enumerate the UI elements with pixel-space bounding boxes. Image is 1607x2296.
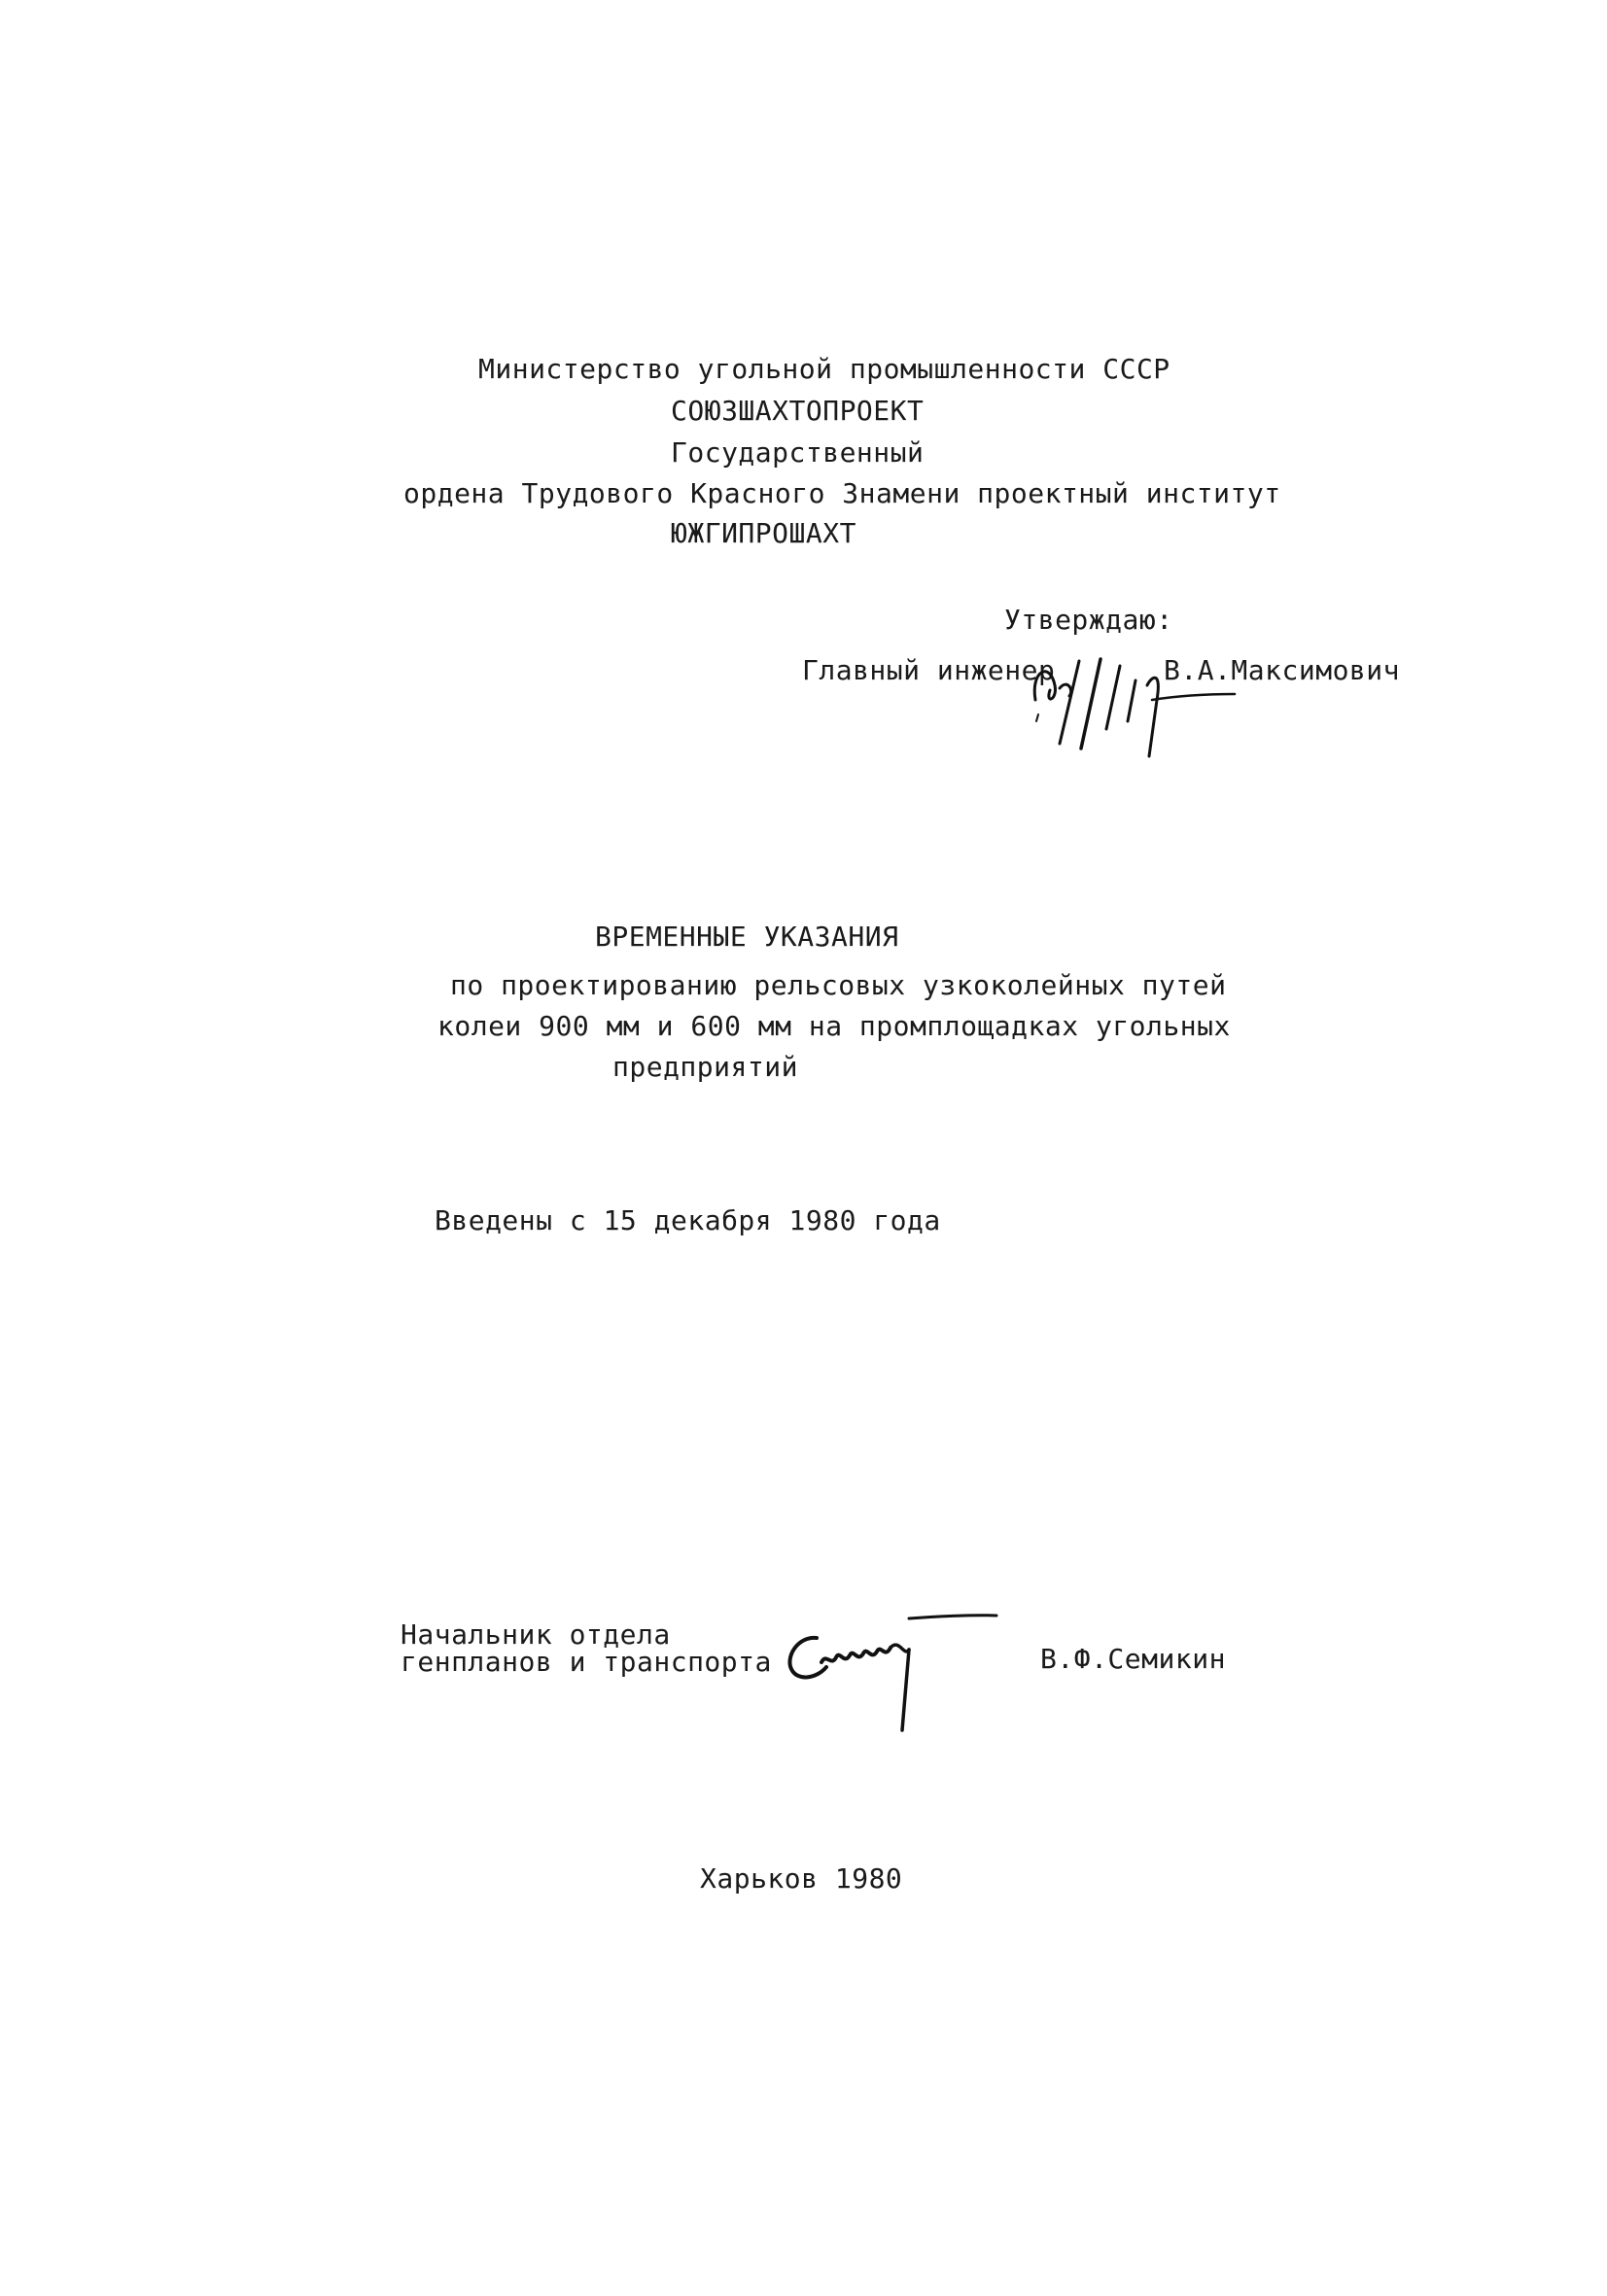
subject-line-1: по проектированию рельсовых узкоколейных путей bbox=[450, 969, 1227, 1001]
place-and-year: Харьков 1980 bbox=[700, 1862, 903, 1895]
order-line: ордена Трудового Красного Знамени проектный институт bbox=[403, 477, 1281, 509]
subject-line-3: предприятий bbox=[612, 1051, 798, 1083]
chief-engineer-signature-icon bbox=[1021, 632, 1264, 768]
institute-line: ЮЖГИПРОШАХТ bbox=[671, 517, 856, 549]
subject-line-2: колеи 900 мм и 600 мм на промплощадках угольных bbox=[437, 1010, 1231, 1042]
ministry-line: Министерство угольной промышленности СССР bbox=[478, 353, 1170, 385]
effective-date: Введены с 15 декабря 1980 года bbox=[435, 1204, 941, 1236]
chief-engineer-name: В.А.Максимович bbox=[1164, 654, 1401, 686]
state-line: Государственный bbox=[671, 436, 925, 469]
chief-engineer-label: Главный инженер bbox=[802, 654, 1056, 686]
document-heading: ВРЕМЕННЫЕ УКАЗАНИЯ bbox=[595, 921, 899, 953]
department-head-label-2: генпланов и транспорта bbox=[401, 1646, 772, 1678]
approve-label: Утверждаю: bbox=[1004, 604, 1173, 636]
department-head-name: В.Ф.Семикин bbox=[1040, 1643, 1226, 1675]
union-line: СОЮЗШАХТОПРОЕКТ bbox=[671, 395, 925, 427]
department-head-label-1: Начальник отдела bbox=[401, 1618, 671, 1651]
department-head-signature-icon bbox=[778, 1609, 1011, 1745]
